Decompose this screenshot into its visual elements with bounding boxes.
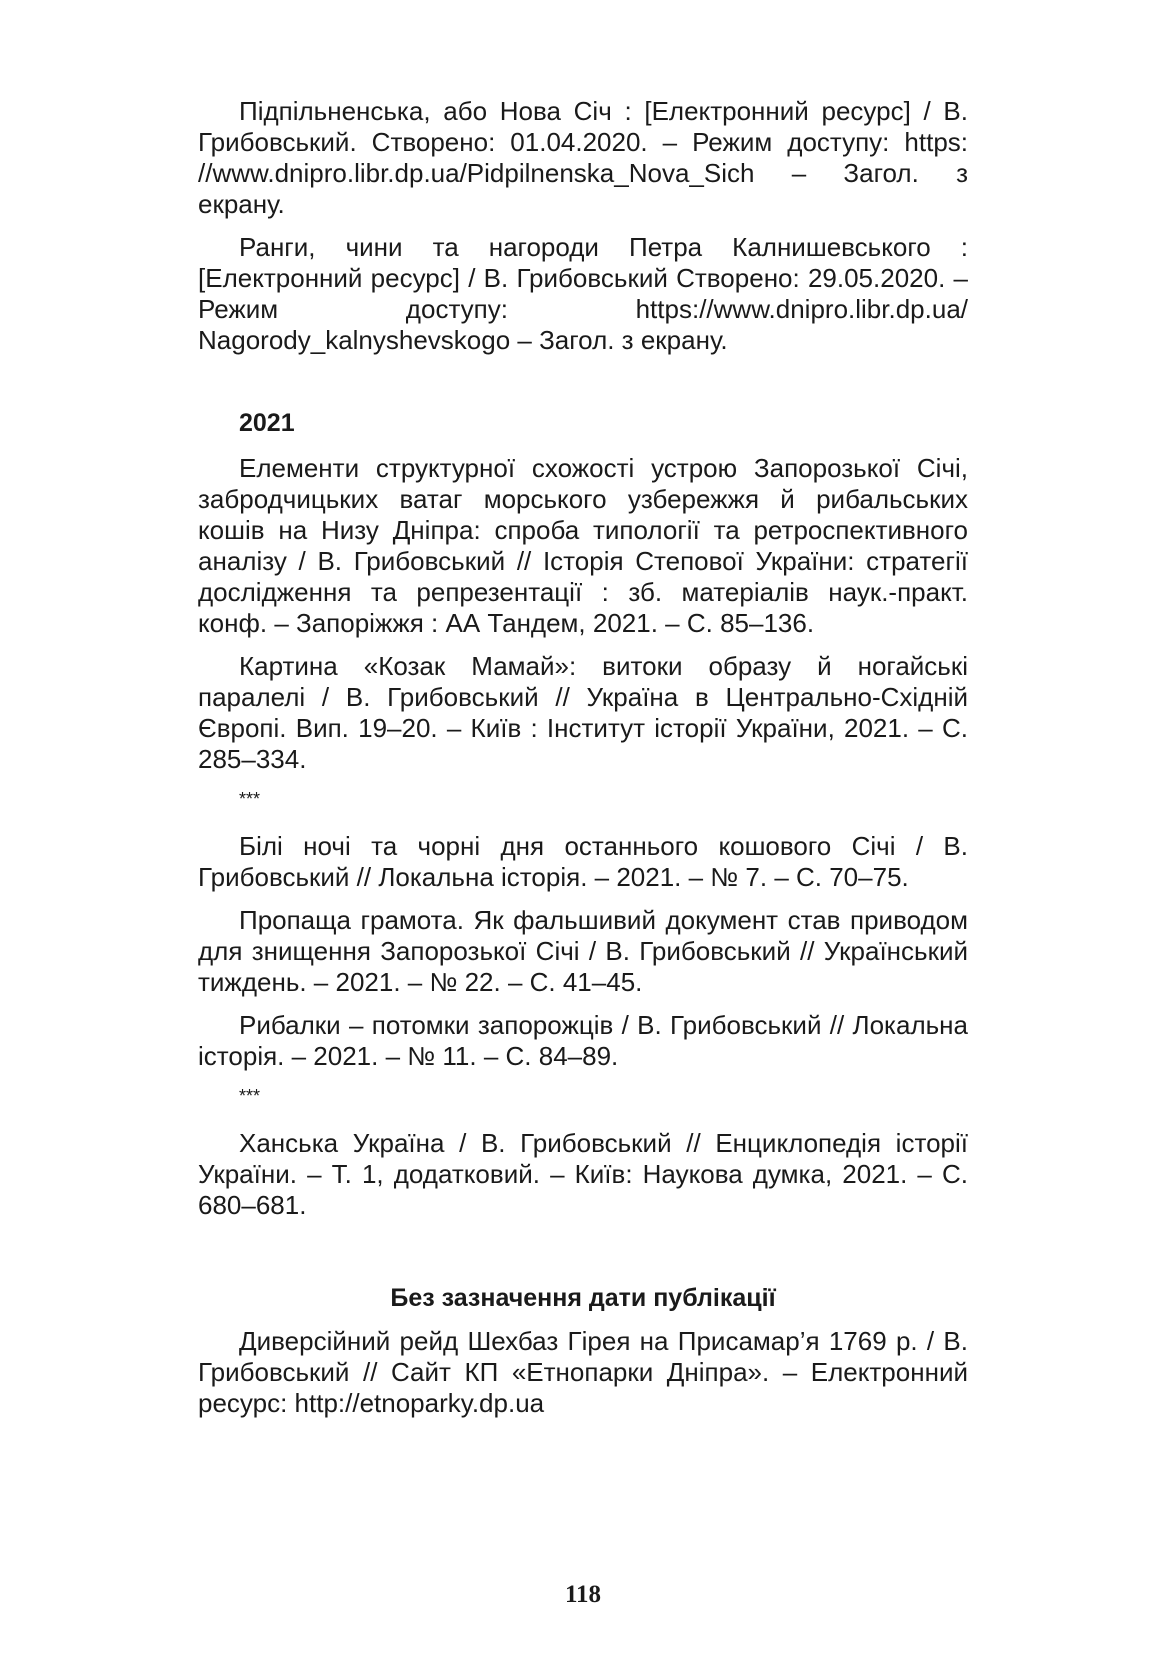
page-content (198, 96, 968, 1431)
bibliography-entry: Ранги, чини та нагороди Петра Калнишевського : [Електронний ресурс] / В. Грибовський Створено: 29.05.2020. – Режим доступу: https://www.dnipro.libr.dp.ua/ Nagorody_kalnyshevskogo – Загол. з екрану. (198, 232, 968, 355)
section-separator: *** (239, 1086, 261, 1106)
year-heading: 2021 (239, 409, 295, 437)
bibliography-entry: Пропаща грамота. Як фальшивий документ став приводом для знищення Запорозької Січі / В. Грибовський // Український тиждень. – 2021. – № 22. – С. 41–45. (198, 905, 968, 997)
bibliography-entry: Підпільненська, або Нова Січ : [Електронний ресурс] / В. Грибовський. Створено: 01.04.2020. – Режим доступу: https: //www.dnipro.libr.dp.ua/Pidpilnenska_Nova_Sich – Загол. з екрану. (198, 96, 968, 219)
spacer (198, 368, 968, 408)
bibliography-entry: Картина «Козак Мамай»: витоки образу й ногайські паралелі / В. Грибовський // Україна в Центрально-Східній Європі. Вип. 19–20. – Київ : Інститут історії України, 2021. – С. 285–334. (198, 651, 968, 774)
section-separator: *** (239, 789, 261, 809)
bibliography-entry: Елементи структурної схожості устрою Запорозької Січі, забродчицьких ватаг морського узбережжя й рибальських кошів на Низу Дніпра: спроба типології та ретроспективного аналізу / В. Грибовський // Історія Степової України: стратегії дослідження та репрезентації : зб. матеріалів наук.-практ. конф. – Запоріжжя : АА Тандем, 2021. – С. 85–136. (198, 453, 968, 638)
bibliography-entry: Рибалки – потомки запорожців / В. Грибовський // Локальна історія. – 2021. – № 11. – С. 84–89. (198, 1010, 968, 1071)
page-number: 118 (564, 1581, 602, 1608)
bibliography-entry: Ханська Україна / В. Грибовський // Енциклопедія історії України. – Т. 1, додатковий. – Київ: Наукова думка, 2021. – С. 680–681. (198, 1128, 968, 1220)
bibliography-entry: Білі ночі та чорні дня останнього кошового Січі / В. Грибовський // Локальна історія. – 2021. – № 7. – С. 70–75. (198, 831, 968, 892)
undated-heading: Без зазначення дати публікації (390, 1284, 776, 1312)
spacer (198, 1233, 968, 1283)
bibliography-entry: Диверсійний рейд Шехбаз Гірея на Присамар’я 1769 р. / В. Грибовський // Сайт КП «Етнопарки Дніпра». – Електронний ресурс: http://etnoparky.dp.ua (198, 1326, 968, 1418)
